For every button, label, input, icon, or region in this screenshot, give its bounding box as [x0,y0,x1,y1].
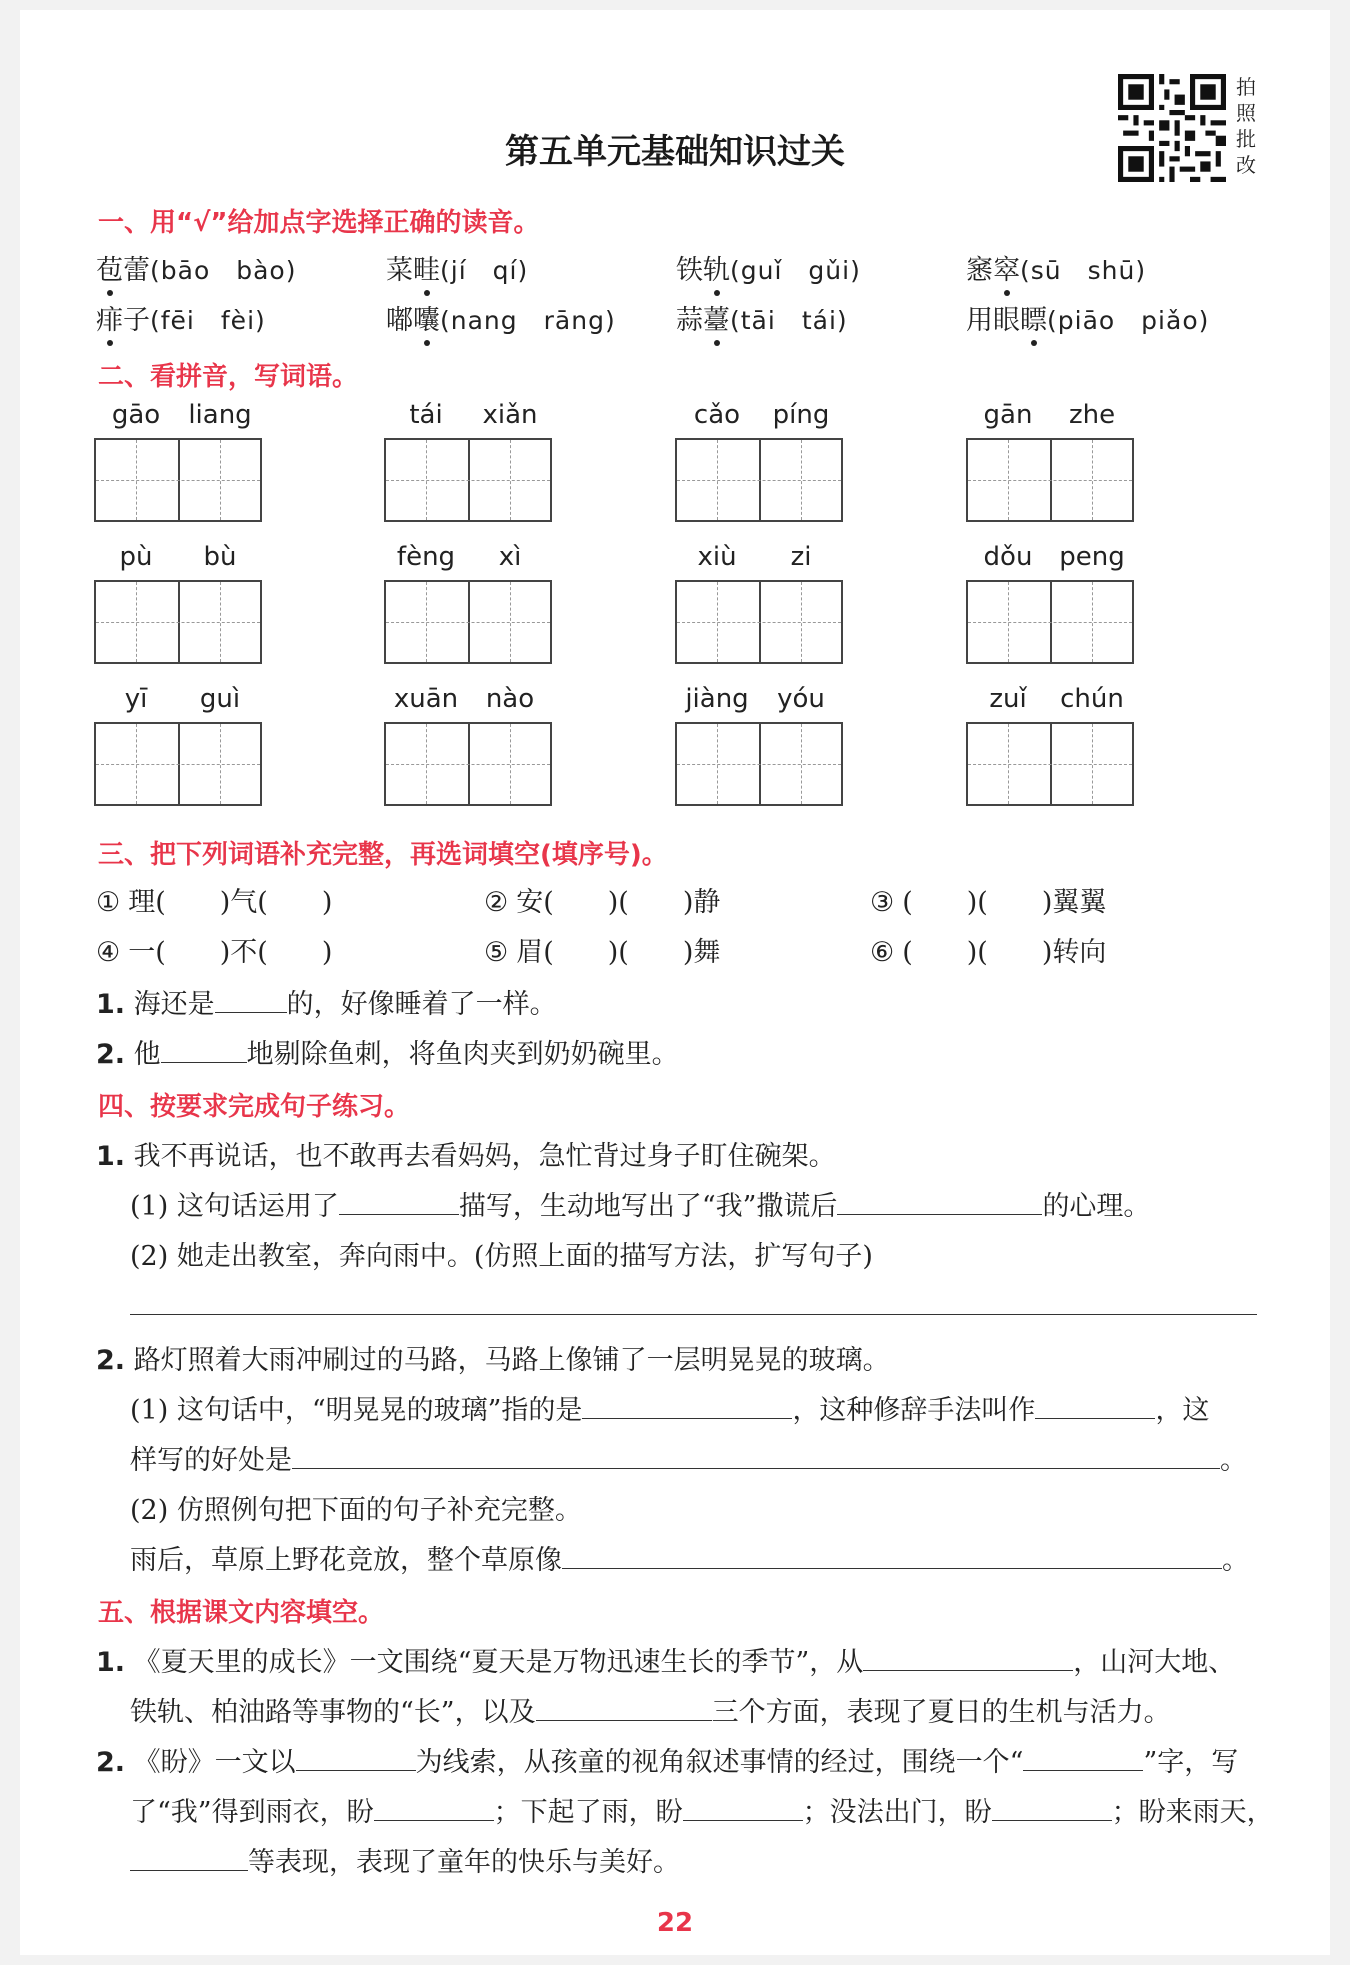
answer-blank[interactable] [130,1846,248,1871]
s3-question-2 [96,1032,679,1071]
idiom-text: ( )( )翼翼 [902,887,1107,918]
pronunciation-item[interactable] [96,298,266,337]
s4-q2-sub2: (2) 仿照例句把下面的句子补充完整。 [130,1495,582,1526]
question-text: 我不再说话，也不敢再去看妈妈，急忙背过身子盯住碗架。 [133,1141,836,1172]
answer-blank[interactable] [837,1190,1042,1215]
s4-q2-sub1-cont [130,1438,1247,1477]
pronunciation-item[interactable] [386,248,528,287]
writing-grid[interactable] [675,438,843,522]
answer-blank[interactable] [536,1696,712,1721]
pinyin-label: fèng [396,542,456,572]
idiom-item[interactable] [870,930,1106,969]
pinyin-label: liang [188,400,252,430]
pronunciation-item[interactable] [966,298,1209,337]
item-number: ② [484,887,509,918]
pinyin-label: peng [1059,542,1125,572]
idiom-item[interactable] [870,880,1106,919]
answer-blank[interactable] [992,1796,1112,1821]
s4-q1-sub1 [130,1184,1150,1223]
pinyin-label: pù [119,542,153,572]
question-number: 1. [96,1647,126,1678]
idiom-item[interactable] [96,880,332,919]
item-number: ① [96,887,121,918]
question-text: ；盼来雨天， [1111,1797,1274,1828]
question-number: 1. [96,1141,126,1172]
pinyin-label: tái [409,400,443,430]
dotted-char: 苞 [96,248,123,287]
pinyin-label: dǒu [983,542,1033,572]
question-text: 他 [133,1039,161,1070]
question-number: 2. [96,1039,126,1070]
pinyin-label: nào [485,684,535,714]
pinyin-label: xuān [393,684,459,714]
idiom-text: ( )( )转向 [902,937,1107,968]
answer-blank[interactable] [215,988,287,1013]
word-char: 窸 [966,255,993,286]
writing-grid[interactable] [384,580,552,664]
qr-caption-char: 批 [1236,127,1256,151]
word-char: 铁 [676,255,703,286]
pinyin-label: xiù [697,542,737,572]
question-number: 2. [96,1345,126,1376]
pinyin-options[interactable]: (sū shū) [1020,256,1147,285]
answer-blank[interactable] [296,1746,416,1771]
section-1-heading: 一、用“√”给加点字选择正确的读音。 [98,208,540,238]
question-text: 的心理。 [1042,1191,1151,1222]
qr-caption-char: 照 [1236,101,1256,125]
word-char: 蕾 [123,255,150,286]
question-text: 《盼》一文以 [133,1747,296,1778]
dotted-char: 窣 [993,248,1020,287]
item-number: ④ [96,937,121,968]
dotted-char: 畦 [413,248,440,287]
s5-q2-cont [130,1790,1274,1829]
s3-question-1 [96,982,557,1021]
answer-blank[interactable] [339,1190,459,1215]
pinyin-label: xiǎn [482,400,538,430]
answer-blank[interactable] [863,1646,1073,1671]
question-text: ，这 [1155,1395,1210,1426]
idiom-text: 眉( )( )舞 [516,937,721,968]
question-text: 的，好像睡着了一样。 [286,989,557,1020]
question-text: 铁轨、柏油路等事物的“长”，以及 [130,1697,536,1728]
page-title: 第五单元基础知识过关 [505,132,845,172]
pinyin-label: píng [772,400,830,430]
s4-q1-sub2: (2) 她走出教室，奔向雨中。(仿照上面的描写方法，扩写句子) [130,1241,873,1272]
section-5-heading: 五、根据课文内容填空。 [98,1598,385,1628]
question-text: 样写的好处是 [130,1445,292,1476]
question-text: (1) 这句话运用了 [130,1191,339,1222]
pronunciation-item[interactable] [676,248,861,287]
idiom-text: 一( )不( ) [128,937,333,968]
question-number: 1. [96,989,126,1020]
qr-caption [1236,74,1262,178]
pronunciation-item[interactable] [386,298,616,337]
pinyin-label: chún [1060,684,1124,714]
writing-grid[interactable] [94,580,262,664]
pinyin-options[interactable]: (tāi tái) [730,306,848,335]
idiom-item[interactable] [484,930,720,969]
writing-grid[interactable] [966,722,1134,806]
question-text: ；下起了雨，盼 [493,1797,683,1828]
section-3-heading: 三、把下列词语补充完整，再选词填空(填序号)。 [98,840,668,870]
idiom-text: 安( )( )静 [516,887,721,918]
item-number: ⑤ [484,937,509,968]
question-text: ，这种修辞手法叫作 [792,1395,1036,1426]
question-text: 等表现，表现了童年的快乐与美好。 [248,1847,680,1878]
s5-question-1 [96,1640,1235,1679]
answer-blank[interactable] [562,1544,1222,1569]
pinyin-label: gāo [111,400,161,430]
dotted-char: 薹 [703,298,730,337]
s5-q2-cont2 [130,1840,680,1879]
question-text: 三个方面，表现了夏日的生机与活力。 [711,1697,1171,1728]
s5-q1-cont [130,1690,1171,1729]
pinyin-label: zi [790,542,812,572]
dotted-char: 痱 [96,298,123,337]
pinyin-label: cǎo [693,400,741,430]
answer-blank[interactable] [1035,1394,1155,1419]
writing-grid[interactable] [384,722,552,806]
qr-caption-char: 改 [1236,153,1256,177]
question-text: 《夏天里的成长》一文围绕“夏天是万物迅速生长的季节”，从 [133,1647,864,1678]
answer-line[interactable] [130,1314,1257,1315]
word-char: 蒜 [676,305,703,336]
s4-question-1 [96,1134,836,1173]
pronunciation-item[interactable] [966,248,1146,287]
question-text: (1) 这句话中，“明晃晃的玻璃”指的是 [130,1395,583,1426]
word-char: 用眼 [966,305,1020,336]
pinyin-label: gān [983,400,1033,430]
s4-q2-sub1 [130,1388,1209,1427]
question-number: 2. [96,1747,126,1778]
pinyin-options[interactable]: (fēi fèi) [150,306,266,335]
question-text: 描写，生动地写出了“我”撒谎后 [458,1191,838,1222]
question-text: 。 [1220,1445,1247,1476]
word-char: 菜 [386,255,413,286]
idiom-item[interactable] [96,930,332,969]
s4-q2-sub3 [130,1538,1249,1577]
pinyin-options[interactable]: (jí qí) [440,256,529,285]
s5-question-2 [96,1740,1238,1779]
answer-blank[interactable] [161,1038,247,1063]
pinyin-label: zhe [1068,400,1116,430]
question-text: 地剔除鱼刺，将鱼肉夹到奶奶碗里。 [246,1039,679,1070]
s4-question-2 [96,1338,890,1377]
pinyin-label: zuǐ [989,684,1027,714]
pinyin-options[interactable]: (guǐ gǔi) [730,256,861,285]
dotted-char: 瞟 [1020,298,1047,337]
item-number: ⑥ [870,937,895,968]
idiom-item[interactable] [484,880,720,919]
pinyin-label: yī [124,684,148,714]
dotted-char: 囔 [413,298,440,337]
answer-blank[interactable] [374,1796,494,1821]
pinyin-label: jiàng [685,684,749,714]
pinyin-label: guì [199,684,241,714]
question-text: 海还是 [133,989,215,1020]
pinyin-options[interactable]: (piāo piǎo) [1047,306,1210,335]
qr-code-icon [1118,74,1226,182]
writing-grid[interactable] [675,722,843,806]
writing-grid[interactable] [675,580,843,664]
word-char: 嘟 [386,305,413,336]
question-text: 了“我”得到雨衣，盼 [130,1797,374,1828]
pinyin-label: xì [498,542,522,572]
word-char: 子 [123,305,150,336]
pinyin-options[interactable]: (nang rāng) [440,306,616,335]
question-text: ；没法出门，盼 [802,1797,992,1828]
question-text: 为线索，从孩童的视角叙述事情的经过，围绕一个“ [415,1747,1024,1778]
question-text: 路灯照着大雨冲刷过的马路，马路上像铺了一层明晃晃的玻璃。 [133,1345,890,1376]
pinyin-label: bù [203,542,237,572]
question-text: 雨后，草原上野花竞放，整个草原像 [130,1545,562,1576]
pronunciation-item[interactable] [676,298,848,337]
answer-blank[interactable] [1023,1746,1143,1771]
answer-blank[interactable] [683,1796,803,1821]
answer-blank[interactable] [292,1444,1220,1469]
writing-grid[interactable] [94,438,262,522]
section-4-heading: 四、按要求完成句子练习。 [98,1092,411,1122]
dotted-char: 轨 [703,248,730,287]
question-text: ，山河大地、 [1073,1647,1236,1678]
pinyin-label: yóu [777,684,825,714]
item-number: ③ [870,887,895,918]
writing-grid[interactable] [384,438,552,522]
idiom-text: 理( )气( ) [128,887,333,918]
section-2-heading: 二、看拼音，写词语。 [98,362,359,392]
pronunciation-item[interactable] [96,248,296,287]
writing-grid[interactable] [966,438,1134,522]
writing-grid[interactable] [94,722,262,806]
page-number: 22 [656,1908,694,1938]
qr-caption-char: 拍 [1236,75,1256,99]
writing-grid[interactable] [966,580,1134,664]
question-text: 。 [1222,1545,1249,1576]
answer-blank[interactable] [582,1394,792,1419]
question-text: ”字，写 [1143,1747,1239,1778]
pinyin-options[interactable]: (bāo bào) [150,256,297,285]
